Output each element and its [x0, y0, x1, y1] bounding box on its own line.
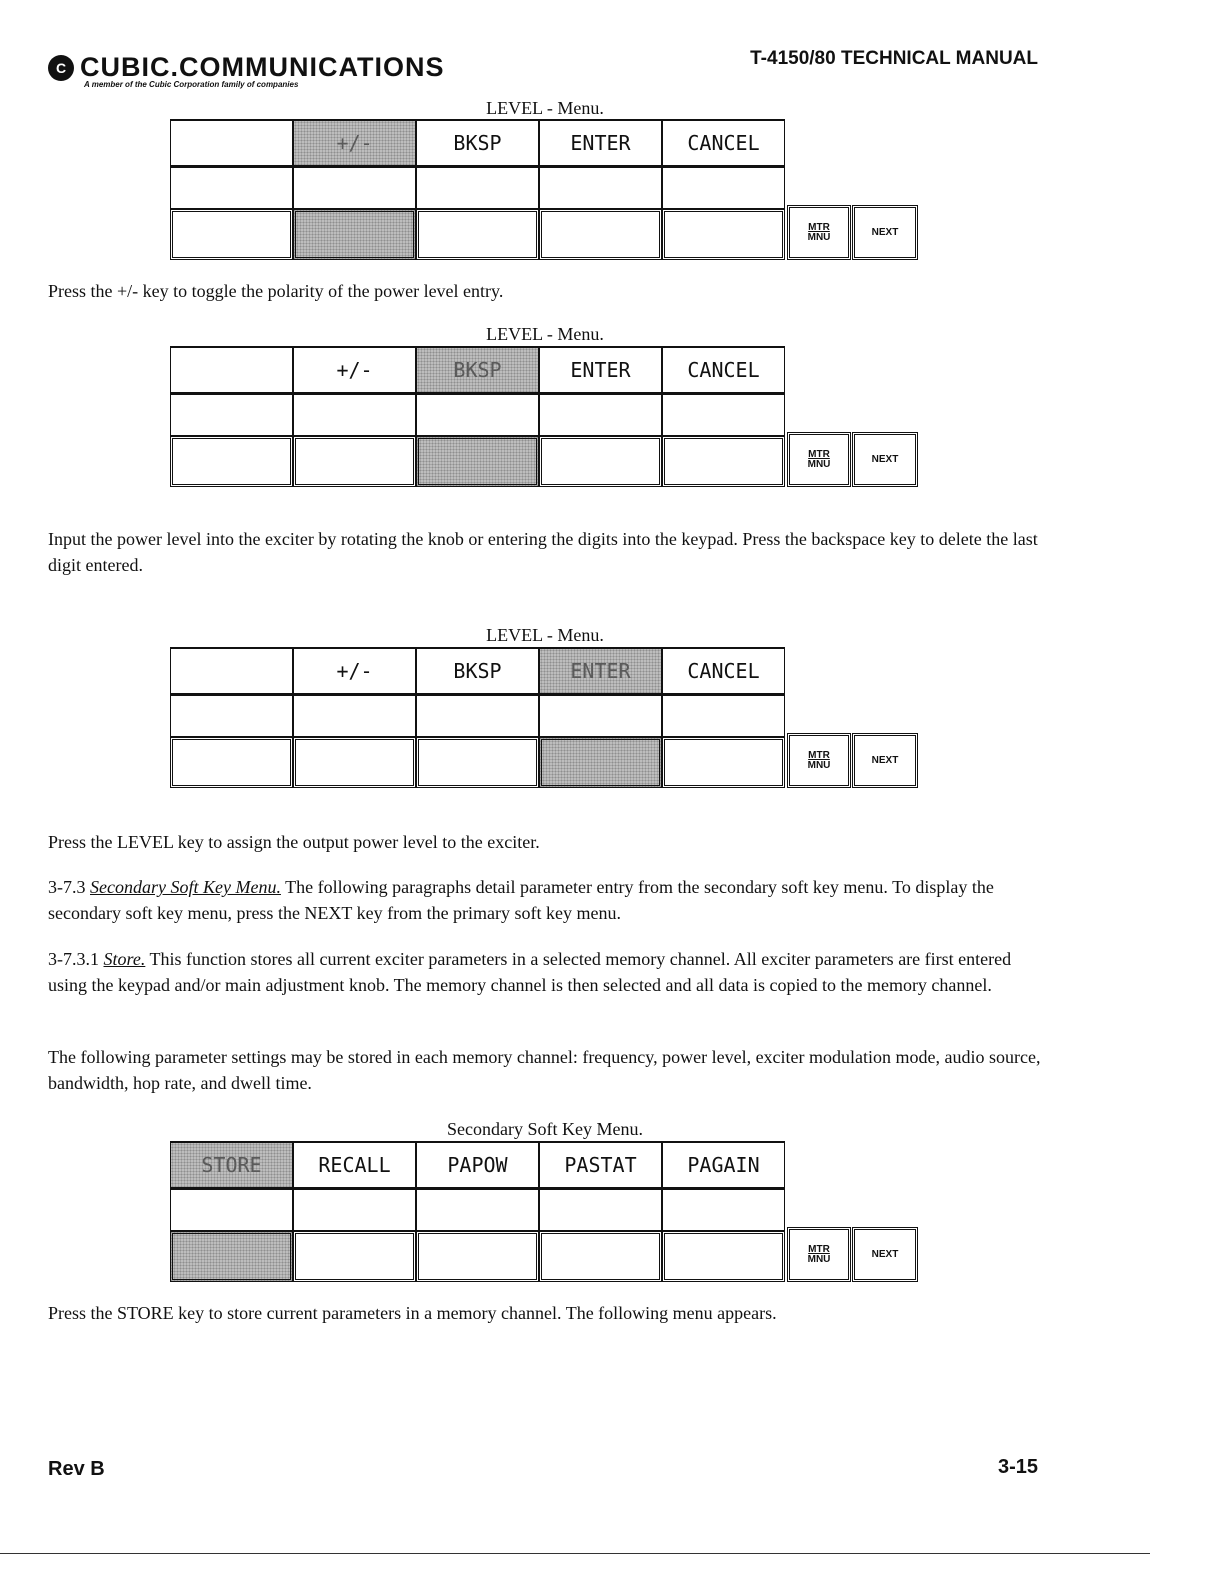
- display-cell: [662, 167, 785, 209]
- display-cell: [539, 1189, 662, 1231]
- menu-title: LEVEL - Menu.: [486, 98, 604, 118]
- display-cell: [293, 167, 416, 209]
- display-cell: [170, 167, 293, 209]
- hard-key-1[interactable]: [170, 436, 293, 487]
- hard-key-1[interactable]: [170, 209, 293, 260]
- page-number: 3-15: [997, 1456, 1038, 1478]
- mtr-label: MTR: [808, 749, 830, 761]
- section-title: Secondary Soft Key Menu.: [90, 877, 281, 897]
- soft-key-1[interactable]: STORE: [170, 1141, 293, 1189]
- cubic-logo-icon: C: [48, 55, 74, 81]
- soft-key-4[interactable]: ENTER: [539, 647, 662, 695]
- soft-key-menu: [170, 1141, 920, 1282]
- menu-title: LEVEL - Menu.: [486, 625, 604, 645]
- section-text: The following paragraphs detail parameter entry from the secondary soft key menu. To display the secondary soft key menu, press the NEXT key from the primary soft key menu.: [48, 877, 994, 923]
- display-cell: [170, 1189, 293, 1231]
- hard-key-2[interactable]: [293, 436, 416, 487]
- company-tagline: A member of the Cubic Corporation family of companies: [84, 80, 299, 89]
- soft-key-3[interactable]: PAPOW: [416, 1141, 539, 1189]
- menu-title: LEVEL - Menu.: [486, 324, 604, 344]
- section-text: This function stores all current exciter parameters in a selected memory channel. All exciter parameters are first entered using the keypad and/or main adjustment knob. The memory channel is then selected and all data is copied to the memory channel.: [48, 949, 1012, 995]
- soft-key-3[interactable]: BKSP: [416, 346, 539, 394]
- display-cell: [170, 394, 293, 436]
- hard-key-5[interactable]: [662, 209, 785, 260]
- hard-key-5[interactable]: [662, 436, 785, 487]
- soft-key-2[interactable]: +/-: [293, 346, 416, 394]
- next-key[interactable]: NEXT: [852, 1227, 918, 1282]
- section-title: Store.: [103, 949, 146, 969]
- mtr-label: MTR: [808, 1243, 830, 1255]
- display-cell: [662, 695, 785, 737]
- soft-key-3[interactable]: BKSP: [416, 647, 539, 695]
- next-key[interactable]: NEXT: [852, 205, 918, 260]
- soft-key-5[interactable]: CANCEL: [662, 647, 785, 695]
- display-cell: [416, 167, 539, 209]
- hard-key-5[interactable]: [662, 1231, 785, 1282]
- display-cell: [293, 394, 416, 436]
- company-name: CUBIC.COMMUNICATIONS: [80, 52, 445, 82]
- soft-key-4[interactable]: ENTER: [539, 346, 662, 394]
- soft-key-5[interactable]: CANCEL: [662, 346, 785, 394]
- display-cell: [293, 1189, 416, 1231]
- paragraph: Input the power level into the exciter by rotating the knob or entering the digits into the keypad. Press the backspace key to delete the last digit entered.: [48, 529, 1038, 575]
- display-cell: [539, 695, 662, 737]
- display-cell: [416, 1189, 539, 1231]
- paragraph: Press the LEVEL key to assign the output power level to the exciter.: [48, 832, 540, 852]
- soft-key-1[interactable]: [170, 647, 293, 695]
- paragraph: The following parameter settings may be stored in each memory channel: frequency, power level, exciter modulation mode, audio source, bandwidth, hop rate, and dwell time.: [48, 1047, 1041, 1093]
- mtr-mnu-key[interactable]: [787, 432, 851, 487]
- hard-key-3[interactable]: [416, 436, 539, 487]
- mnu-label: MNU: [807, 458, 831, 470]
- hard-key-2[interactable]: [293, 737, 416, 788]
- hard-key-2[interactable]: [293, 209, 416, 260]
- section-number: 3-7.3: [48, 877, 90, 897]
- display-cell: [662, 1189, 785, 1231]
- hard-key-4[interactable]: [539, 209, 662, 260]
- display-cell: [293, 695, 416, 737]
- soft-key-menu: [170, 119, 920, 260]
- section-3-7-3: [48, 874, 1048, 926]
- section-3-7-3-1: [48, 946, 1048, 998]
- company-brand: [48, 52, 444, 89]
- mtr-mnu-key[interactable]: [787, 205, 851, 260]
- soft-key-menu: [170, 346, 920, 487]
- footer-rule: [0, 1553, 1150, 1554]
- hard-key-1[interactable]: [170, 737, 293, 788]
- mtr-mnu-key[interactable]: [787, 1227, 851, 1282]
- section-number: 3-7.3.1: [48, 949, 104, 969]
- soft-key-1[interactable]: [170, 119, 293, 167]
- display-cell: [662, 394, 785, 436]
- soft-key-1[interactable]: [170, 346, 293, 394]
- mtr-label: MTR: [808, 221, 830, 233]
- hard-key-1[interactable]: [170, 1231, 293, 1282]
- display-cell: [416, 695, 539, 737]
- hard-key-4[interactable]: [539, 737, 662, 788]
- next-key[interactable]: NEXT: [852, 432, 918, 487]
- soft-key-5[interactable]: PAGAIN: [662, 1141, 785, 1189]
- hard-key-4[interactable]: [539, 1231, 662, 1282]
- menu-title: Secondary Soft Key Menu.: [447, 1119, 643, 1139]
- revision-label: Rev B: [48, 1458, 105, 1480]
- hard-key-3[interactable]: [416, 737, 539, 788]
- next-key[interactable]: NEXT: [852, 733, 918, 788]
- paragraph: Press the +/- key to toggle the polarity of the power level entry.: [48, 281, 504, 301]
- soft-key-5[interactable]: CANCEL: [662, 119, 785, 167]
- soft-key-2[interactable]: +/-: [293, 647, 416, 695]
- soft-key-2[interactable]: +/-: [293, 119, 416, 167]
- hard-key-3[interactable]: [416, 209, 539, 260]
- soft-key-4[interactable]: ENTER: [539, 119, 662, 167]
- paragraph: Press the STORE key to store current parameters in a memory channel. The following menu appears.: [48, 1303, 777, 1323]
- hard-key-2[interactable]: [293, 1231, 416, 1282]
- mnu-label: MNU: [807, 1253, 831, 1265]
- display-cell: [539, 394, 662, 436]
- mnu-label: MNU: [807, 759, 831, 771]
- soft-key-4[interactable]: PASTAT: [539, 1141, 662, 1189]
- mtr-label: MTR: [808, 448, 830, 460]
- display-cell: [170, 695, 293, 737]
- mtr-mnu-key[interactable]: [787, 733, 851, 788]
- hard-key-4[interactable]: [539, 436, 662, 487]
- hard-key-5[interactable]: [662, 737, 785, 788]
- hard-key-3[interactable]: [416, 1231, 539, 1282]
- soft-key-menu: [170, 647, 920, 788]
- manual-title: T-4150/80 TECHNICAL MANUAL: [750, 48, 1038, 69]
- display-cell: [416, 394, 539, 436]
- mnu-label: MNU: [807, 231, 831, 243]
- soft-key-3[interactable]: BKSP: [416, 119, 539, 167]
- soft-key-2[interactable]: RECALL: [293, 1141, 416, 1189]
- display-cell: [539, 167, 662, 209]
